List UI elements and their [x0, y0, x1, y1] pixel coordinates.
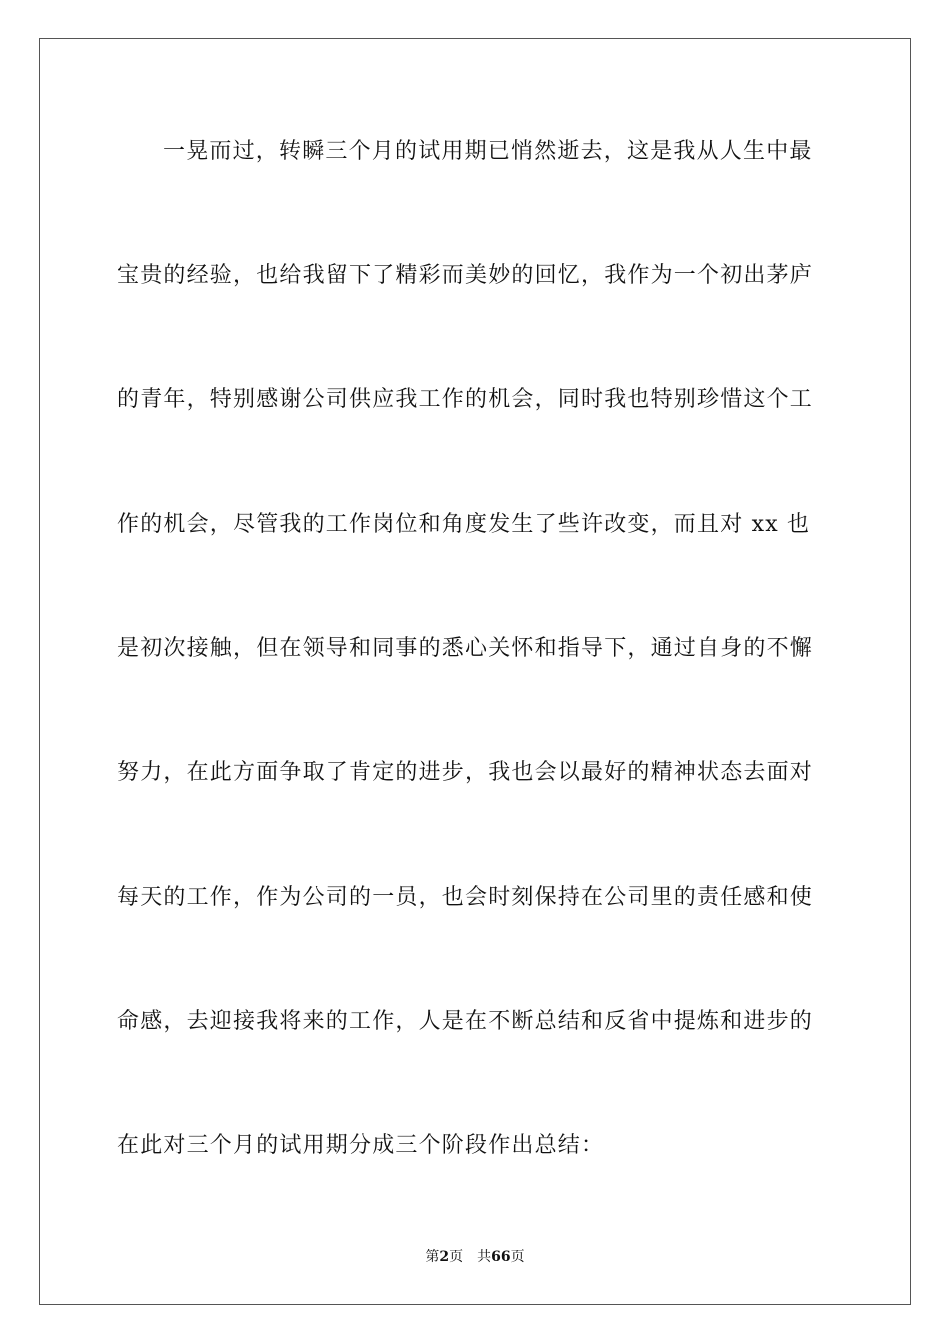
- paragraph-line-8: 命感，去迎接我将来的工作，人是在不断总结和反省中提炼和进步的: [117, 1009, 814, 1034]
- paragraph-line-1: 一晃而过，转瞬三个月的试用期已悄然逝去，这是我从人生中最: [163, 139, 813, 164]
- paragraph-line-5: 是初次接触，但在领导和同事的悉心关怀和指导下，通过自身的不懈: [117, 636, 814, 661]
- page-border: [39, 38, 911, 1305]
- page-footer: [0, 1247, 950, 1267]
- total-pages: 66: [491, 1249, 511, 1265]
- paragraph-line-4: 作的机会，尽管我的工作岗位和角度发生了些许改变，而且对 xx 也: [117, 512, 811, 537]
- page-suffix: 页: [449, 1249, 464, 1265]
- page-prefix: 第: [425, 1249, 440, 1265]
- paragraph-line-6: 努力，在此方面争取了肯定的进步，我也会以最好的精神状态去面对: [117, 760, 814, 785]
- total-suffix: 页: [510, 1249, 525, 1265]
- paragraph-line-2: 宝贵的经验，也给我留下了精彩而美妙的回忆，我作为一个初出茅庐: [117, 263, 814, 288]
- total-prefix: 共: [477, 1249, 492, 1265]
- page-number: 2: [439, 1249, 450, 1265]
- paragraph-line-9: 在此对三个月的试用期分成三个阶段作出总结：: [117, 1133, 605, 1158]
- paragraph-line-7: 每天的工作，作为公司的一员，也会时刻保持在公司里的责任感和使: [117, 885, 814, 910]
- paragraph-line-3: 的青年，特别感谢公司供应我工作的机会，同时我也特别珍惜这个工: [117, 387, 814, 412]
